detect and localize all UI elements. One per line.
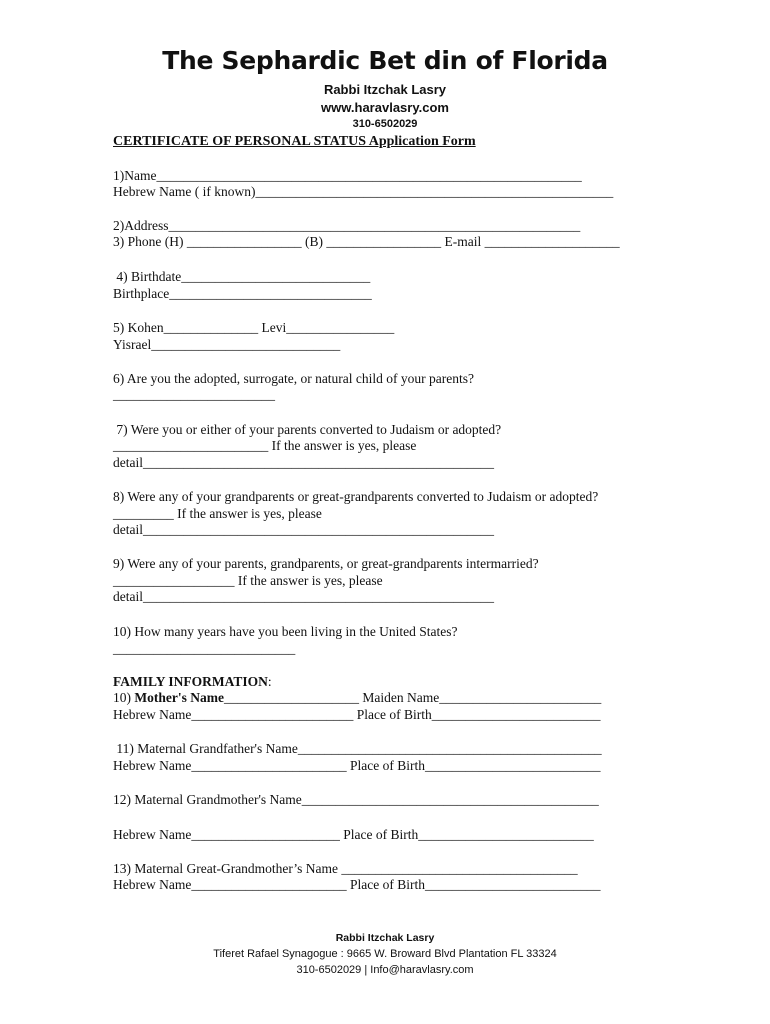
question-7-answer[interactable]: _______________________ If the answer is yes, please — [113, 438, 417, 453]
question-10-answer[interactable]: ___________________________ — [113, 641, 296, 656]
form-title: CERTIFICATE OF PERSONAL STATUS Application Form — [113, 134, 476, 149]
maternal-great-grandmother-field[interactable]: 13) Maternal Great-Grandmother’s Name ___________________________________ — [113, 861, 578, 876]
question-9-detail[interactable]: detail____________________________________________________ — [113, 589, 494, 604]
document-title: The Sephardic Bet din of Florida — [162, 46, 608, 75]
question-8: 8) Were any of your grandparents or great-grandparents converted to Judaism or adopted? — [113, 489, 599, 504]
family-information-heading — [113, 674, 272, 690]
question-9: 9) Were any of your parents, grandparents, or great-grandparents intermarried? — [113, 556, 539, 571]
mother-hebrew-name-field[interactable]: Hebrew Name________________________ Place of Birth_________________________ — [113, 707, 601, 722]
hebrew-name-field[interactable]: Hebrew Name ( if known)_____________________________________________________ — [113, 184, 614, 199]
header-phone: 310-6502029 — [352, 118, 418, 130]
mother-prefix: 10) — [113, 690, 135, 705]
question-8-detail[interactable]: detail____________________________________________________ — [113, 522, 494, 537]
kohen-levi-fields[interactable]: 5) Kohen______________ Levi________________ — [113, 320, 395, 335]
footer-contact: 310-6502029 | Info@haravlasry.com — [296, 964, 474, 976]
question-9-answer[interactable]: __________________ If the answer is yes, please — [113, 573, 383, 588]
maternal-grandfather-field[interactable]: 11) Maternal Grandfather's Name_____________________________________________ — [113, 741, 602, 756]
maternal-grandmother-field[interactable]: 12) Maternal Grandmother's Name____________________________________________ — [113, 792, 599, 807]
mother-name-label: Mother's Name — [134, 690, 224, 705]
question-7-detail[interactable]: detail____________________________________________________ — [113, 455, 494, 470]
mother-name-field[interactable] — [113, 690, 601, 706]
family-heading-text: FAMILY INFORMATION — [113, 674, 268, 689]
rabbi-name: Rabbi Itzchak Lasry — [323, 82, 447, 97]
question-10: 10) How many years have you been living in the United States? — [113, 624, 458, 639]
question-7: 7) Were you or either of your parents converted to Judaism or adopted? — [113, 422, 502, 437]
maternal-great-grandmother-hebrew-field[interactable]: Hebrew Name_______________________ Place of Birth__________________________ — [113, 877, 601, 892]
maternal-grandfather-hebrew-field[interactable]: Hebrew Name_______________________ Place of Birth__________________________ — [113, 758, 601, 773]
footer-address: Tiferet Rafael Synagogue : 9665 W. Broward Blvd Plantation FL 33324 — [213, 948, 557, 960]
question-6-answer[interactable]: ________________________ — [113, 387, 275, 402]
website: www.haravlasry.com — [321, 100, 449, 115]
yisrael-field[interactable]: Yisrael____________________________ — [113, 337, 341, 352]
question-8-answer[interactable]: _________ If the answer is yes, please — [113, 506, 322, 521]
question-6: 6) Are you the adopted, surrogate, or natural child of your parents? — [113, 371, 475, 386]
maternal-grandmother-hebrew-field[interactable]: Hebrew Name______________________ Place of Birth__________________________ — [113, 827, 594, 842]
birthplace-field[interactable]: Birthplace______________________________ — [113, 286, 372, 301]
phone-email-fields[interactable]: 3) Phone (H) _________________ (B) _________________ E-mail ____________________ — [113, 234, 620, 249]
family-heading-colon: : — [267, 674, 272, 689]
address-field[interactable]: 2)Address_____________________________________________________________ — [113, 218, 581, 233]
birthdate-field[interactable]: 4) Birthdate____________________________ — [113, 269, 371, 284]
footer-rabbi-name: Rabbi Itzchak Lasry — [335, 932, 435, 944]
name-field[interactable]: 1)Name_______________________________________________________________ — [113, 168, 582, 183]
mother-maiden-blanks[interactable]: ____________________ Maiden Name________________________ — [223, 690, 602, 705]
